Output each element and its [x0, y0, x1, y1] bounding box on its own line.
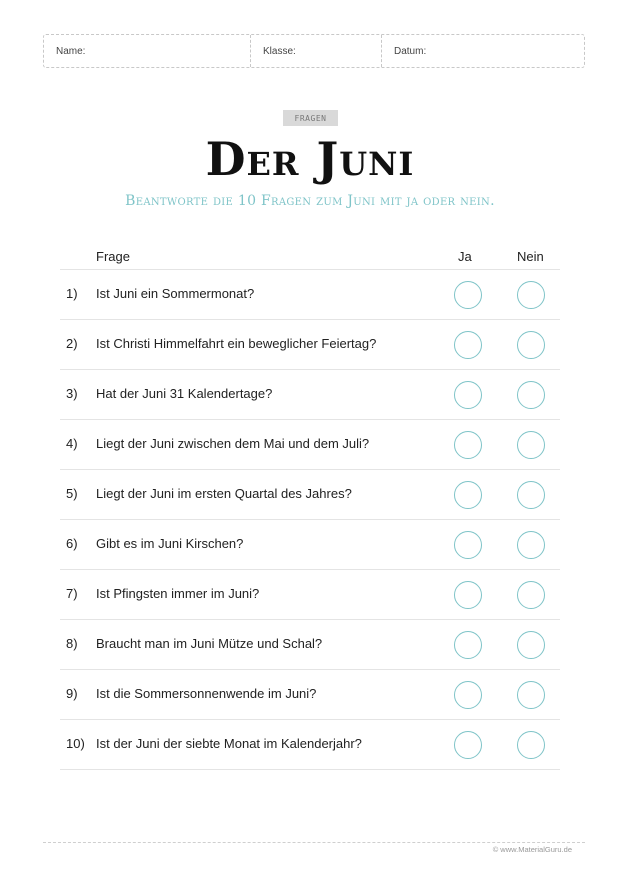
question-text: Ist Juni ein Sommermonat? — [96, 286, 255, 301]
question-text: Liegt der Juni zwischen dem Mai und dem Juli? — [96, 436, 370, 451]
question-number: 7) — [66, 586, 78, 601]
question-number: 8) — [66, 636, 78, 651]
page-title: Der Juni — [205, 132, 415, 186]
answer-ja-circle[interactable] — [454, 631, 482, 659]
category-tag: FRAGEN — [283, 110, 338, 126]
column-header-ja: Ja — [458, 249, 472, 264]
question-text: Ist die Sommersonnenwende im Juni? — [96, 686, 317, 701]
answer-ja-circle[interactable] — [454, 731, 482, 759]
answer-nein-circle[interactable] — [517, 281, 545, 309]
answer-nein-circle[interactable] — [517, 531, 545, 559]
answer-nein-circle[interactable] — [517, 481, 545, 509]
question-row — [60, 420, 560, 470]
answer-nein-circle[interactable] — [517, 681, 545, 709]
question-number: 10) — [66, 736, 85, 751]
question-text: Ist Christi Himmelfahrt ein beweglicher Feiertag? — [96, 336, 377, 351]
answer-ja-circle[interactable] — [454, 281, 482, 309]
question-number: 5) — [66, 486, 78, 501]
answer-ja-circle[interactable] — [454, 581, 482, 609]
question-number: 2) — [66, 336, 78, 351]
question-row — [60, 320, 560, 370]
question-number: 4) — [66, 436, 78, 451]
instruction-subtitle: Beantworte die 10 Fragen zum Juni mit ja oder nein. — [125, 193, 495, 209]
copyright-text: © www.MaterialGuru.de — [492, 845, 572, 854]
answer-ja-circle[interactable] — [454, 431, 482, 459]
answer-ja-circle[interactable] — [454, 481, 482, 509]
question-text: Liegt der Juni im ersten Quartal des Jahres? — [96, 486, 352, 501]
name-label: Name: — [56, 45, 86, 57]
answer-ja-circle[interactable] — [454, 681, 482, 709]
question-text: Braucht man im Juni Mütze und Schal? — [96, 636, 323, 651]
question-row — [60, 570, 560, 620]
question-row — [60, 670, 560, 720]
klasse-label: Klasse: — [263, 45, 296, 57]
answer-nein-circle[interactable] — [517, 381, 545, 409]
answer-ja-circle[interactable] — [454, 331, 482, 359]
answer-nein-circle[interactable] — [517, 631, 545, 659]
answer-nein-circle[interactable] — [517, 431, 545, 459]
name-field[interactable] — [44, 35, 250, 67]
question-row — [60, 470, 560, 520]
question-row — [60, 620, 560, 670]
question-row — [60, 520, 560, 570]
klasse-field[interactable] — [250, 35, 381, 67]
answer-nein-circle[interactable] — [517, 731, 545, 759]
column-header-frage: Frage — [96, 249, 130, 264]
student-info-box — [43, 34, 585, 68]
column-header-nein: Nein — [517, 249, 544, 264]
question-text: Ist der Juni der siebte Monat im Kalenderjahr? — [96, 736, 362, 751]
answer-ja-circle[interactable] — [454, 381, 482, 409]
question-row — [60, 370, 560, 420]
question-number: 3) — [66, 386, 78, 401]
question-text: Hat der Juni 31 Kalendertage? — [96, 386, 273, 401]
footer-divider — [43, 842, 585, 843]
question-number: 9) — [66, 686, 78, 701]
question-text: Ist Pfingsten immer im Juni? — [96, 586, 260, 601]
question-list — [60, 270, 560, 770]
answer-nein-circle[interactable] — [517, 331, 545, 359]
datum-label: Datum: — [394, 45, 427, 57]
question-text: Gibt es im Juni Kirschen? — [96, 536, 244, 551]
question-number: 1) — [66, 286, 78, 301]
answer-ja-circle[interactable] — [454, 531, 482, 559]
question-row — [60, 720, 560, 770]
question-number: 6) — [66, 536, 78, 551]
question-row — [60, 270, 560, 320]
answer-nein-circle[interactable] — [517, 581, 545, 609]
datum-field[interactable] — [381, 35, 584, 67]
